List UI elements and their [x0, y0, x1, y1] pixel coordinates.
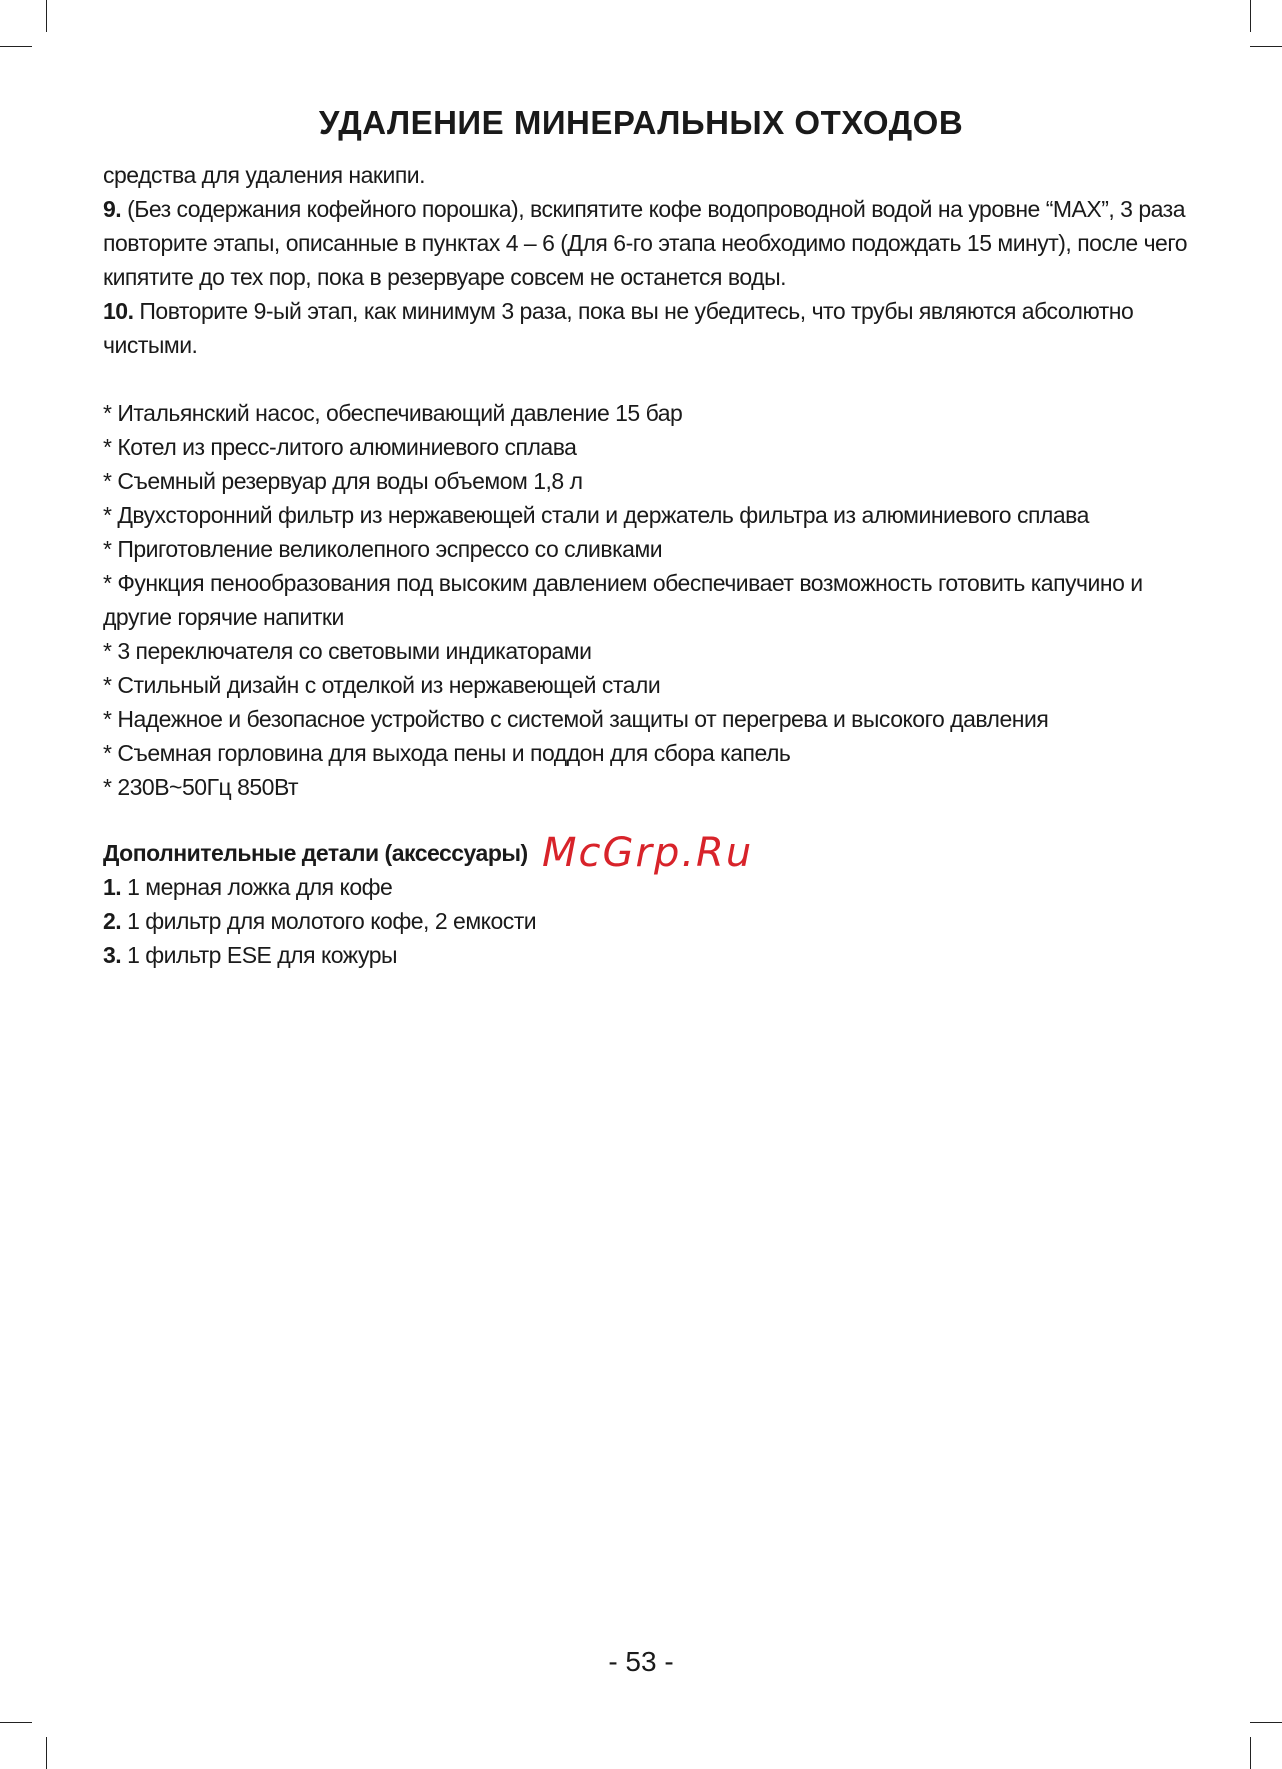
feature-item: * Стильный дизайн с отделкой из нержавеющей стали	[103, 672, 661, 698]
crop-mark	[1250, 1737, 1251, 1769]
watermark: McGrp.Ru	[542, 830, 754, 876]
spacer	[103, 362, 1193, 396]
page-title: УДАЛЕНИЕ МИНЕРАЛЬНЫХ ОТХОДОВ	[318, 104, 964, 141]
accessory-text: 1 фильтр для молотого кофе, 2 емкости	[121, 908, 537, 934]
page-number: - 53 -	[608, 1646, 674, 1677]
crop-mark	[0, 46, 32, 47]
feature-item: * Функция пенообразования под высоким давлением обеспечивает возможность готовить капучино и другие горячие напитки	[103, 570, 1143, 630]
feature-item: * Итальянский насос, обеспечивающий давление 15 бар	[103, 400, 683, 426]
step-item	[103, 192, 1193, 294]
step-item	[103, 294, 1193, 362]
crop-mark	[1250, 0, 1251, 32]
accessory-number: 2.	[103, 908, 122, 934]
crop-mark	[1250, 1722, 1282, 1723]
step-text: (Без содержания кофейного порошка), вскипятите кофе водопроводной водой на уровне “MAX”, 3 раза повторите этапы, описанные в пунктах 4 – 6 (Для 6-го этапа необходимо подождать 15 минут), после чего кипятите до тех пор, пока в резервуаре совсем не останется воды.	[103, 196, 1188, 290]
crop-mark	[0, 1722, 32, 1723]
feature-item: * Съемная горловина для выхода пены и поддон для сбора капель	[103, 740, 791, 766]
feature-item: * 3 переключателя со световыми индикаторами	[103, 638, 592, 664]
feature-item: * Котел из пресс-литого алюминиевого сплава	[103, 434, 577, 460]
accessory-item	[103, 904, 1193, 938]
feature-item: * Двухсторонний фильтр из нержавеющей стали и держатель фильтра из алюминиевого сплава	[103, 502, 1089, 528]
accessories-heading: Дополнительные детали (аксессуары)	[103, 840, 528, 866]
intro-text: средства для удаления накипи.	[103, 162, 426, 188]
crop-mark	[1250, 46, 1282, 47]
accessory-text: 1 фильтр ESE для кожуры	[121, 942, 398, 968]
accessory-number: 3.	[103, 942, 122, 968]
step-number: 10.	[103, 298, 134, 324]
crop-mark	[46, 1737, 47, 1769]
accessory-item	[103, 938, 1193, 972]
step-number: 9.	[103, 196, 122, 222]
feature-item: * Надежное и безопасное устройство с системой защиты от перегрева и высокого давления	[103, 706, 1049, 732]
step-text: Повторите 9-ый этап, как минимум 3 раза, пока вы не убедитесь, что трубы являются абсолютно чистыми.	[103, 298, 1134, 358]
feature-item: * 230В~50Гц 850Вт	[103, 774, 299, 800]
features-list	[103, 396, 1193, 804]
accessories-list	[103, 870, 1193, 972]
crop-mark	[46, 0, 47, 32]
feature-item: * Приготовление великолепного эспрессо со сливками	[103, 536, 663, 562]
accessory-text: 1 мерная ложка для кофе	[121, 874, 393, 900]
feature-item: * Съемный резервуар для воды объемом 1,8 л	[103, 468, 583, 494]
accessory-number: 1.	[103, 874, 122, 900]
